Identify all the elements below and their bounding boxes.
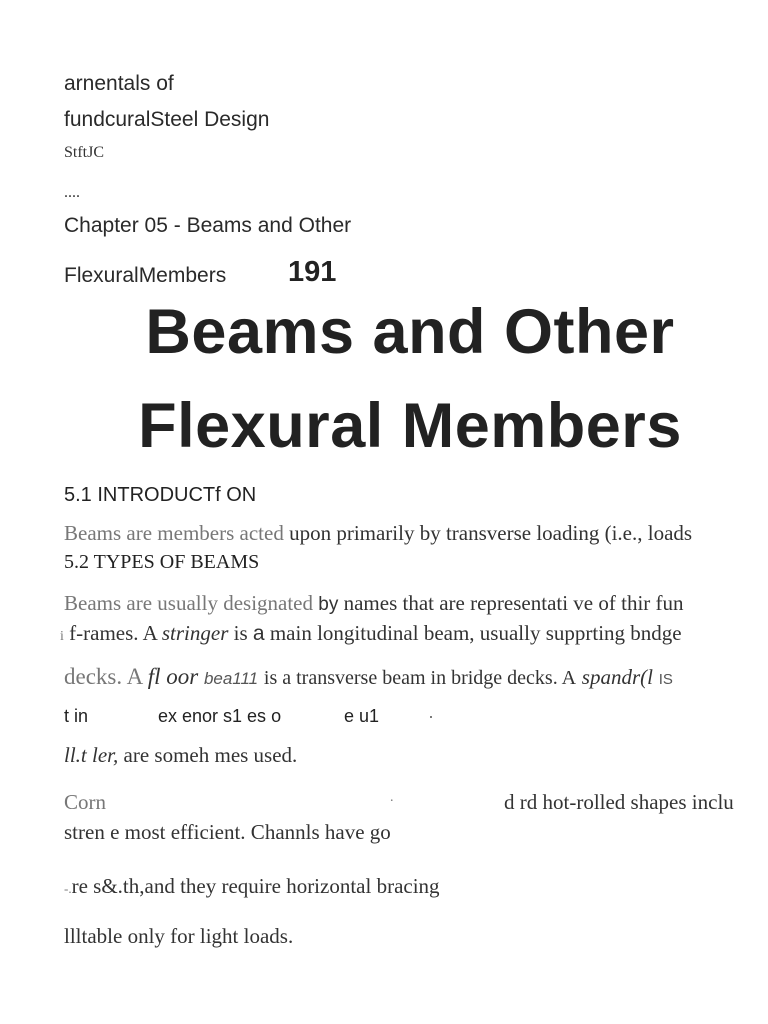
paragraph-line-2 xyxy=(60,621,682,646)
text-span: is xyxy=(233,621,248,645)
chapter-heading-line-1: Chapter 05 - Beams and Other xyxy=(64,214,352,237)
paragraph-line-8 xyxy=(64,874,440,899)
section-5-2-heading: 5.2 TYPES OF BEAMS xyxy=(64,551,260,573)
text-span: IS xyxy=(658,671,673,688)
text-span: are someh mes used. xyxy=(123,743,298,767)
text-span: i xyxy=(60,629,64,644)
paragraph-line-9: llltable only for light loads. xyxy=(64,924,294,948)
text-span: by xyxy=(318,594,339,615)
text-span: t in xyxy=(64,706,89,726)
text-span: d rd hot-rolled shapes inclu xyxy=(504,790,734,814)
text-span: -. xyxy=(64,881,72,896)
book-title-line-1: arnentals of xyxy=(64,72,174,95)
page-number: 191 xyxy=(288,256,337,288)
text-span: upon primarily by transverse loading (i.e., loads xyxy=(289,521,693,545)
text-span: e u1 xyxy=(344,706,380,726)
paragraph-line-5 xyxy=(64,743,297,768)
text-span: Beams are usually designated xyxy=(64,591,314,615)
text-span: Beams are members acted xyxy=(64,521,284,545)
book-title-line-2: fundcuralSteel Design xyxy=(64,108,270,131)
text-span: · xyxy=(428,706,434,726)
text-span: Corn xyxy=(64,790,106,814)
text-span: stringer xyxy=(161,621,229,645)
ellipsis-dots: .... xyxy=(64,184,80,201)
text-span: names that are representati ve of thir fun xyxy=(343,591,684,615)
text-span: . xyxy=(390,790,394,805)
text-span: spandr(l xyxy=(581,665,653,689)
text-span: bea111 xyxy=(203,669,259,688)
section-5-1-text xyxy=(64,521,692,546)
book-author: StftJC xyxy=(64,144,105,161)
text-span: decks. A xyxy=(64,664,142,689)
paragraph-line-7: stren e most efficient. Channls have go xyxy=(64,820,391,844)
paragraph-line-3 xyxy=(64,664,673,690)
text-span: is a transverse beam in bridge decks. A xyxy=(263,667,577,689)
chapter-title-line-1: Beams and Other xyxy=(145,297,675,367)
paragraph-line-1 xyxy=(64,591,684,616)
text-span: ll.t ler, xyxy=(64,743,119,767)
text-span: a xyxy=(252,622,265,645)
text-span: f-rames. A xyxy=(69,621,157,645)
text-span: main longitudinal beam, usually supprting bndge xyxy=(269,621,682,645)
chapter-title-line-2: Flexural Members xyxy=(138,391,682,461)
section-5-1-heading: 5.1 INTRODUCTf ON xyxy=(64,484,257,506)
text-span: ex enor s1 es o xyxy=(158,706,282,726)
text-span: re s&.th,and they require horizontal bracing xyxy=(71,874,440,898)
chapter-heading-line-2: FlexuralMembers xyxy=(64,264,227,287)
text-span: fl oor xyxy=(147,664,199,689)
